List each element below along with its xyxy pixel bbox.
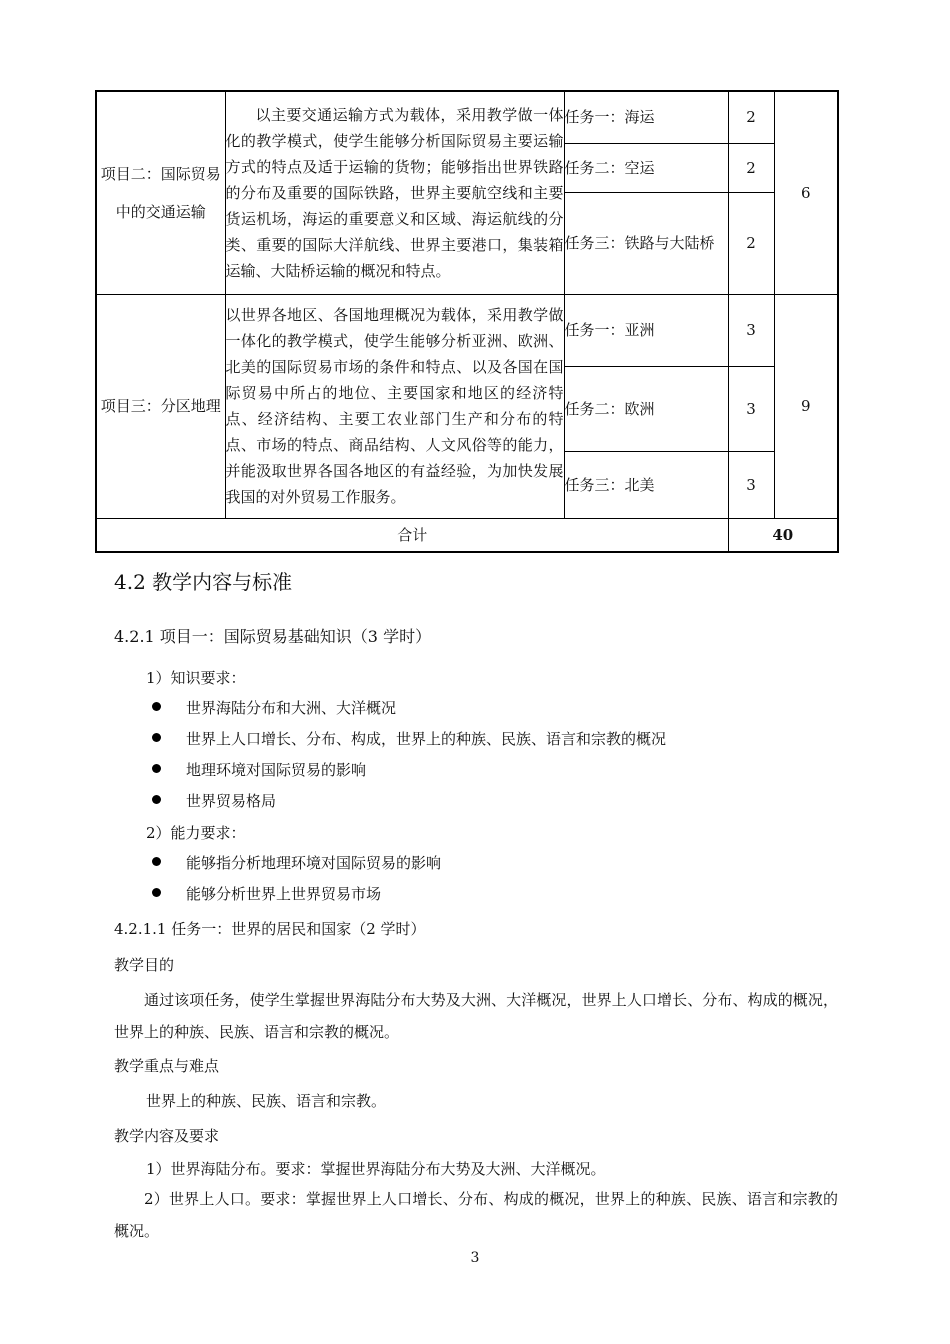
- task-cell: 任务一：海运: [564, 91, 728, 143]
- hours-cell: 2: [728, 192, 774, 294]
- goal-text: 通过该项任务，使学生掌握世界海陆分布大势及大洲、大洋概况，世界上人口增长、分布、构成的概况，世界上的种族、民族、语言和宗教的概况。: [114, 991, 838, 1041]
- bullet-icon: [152, 764, 161, 773]
- goal-label: 教学目的: [114, 956, 175, 974]
- hours-cell: 3: [728, 451, 774, 518]
- project-cell: 项目二：国际贸易中的交通运输: [96, 91, 225, 294]
- list-item: 地理环境对国际贸易的影响: [186, 761, 367, 779]
- section-heading-4-2: 4.2 教学内容与标准: [114, 570, 293, 594]
- subtotal-cell: 6: [774, 91, 838, 294]
- total-label: 合计: [96, 518, 728, 552]
- table-row: [96, 294, 838, 366]
- list-item: 世界贸易格局: [186, 792, 277, 810]
- list-item: 能够分析世界上世界贸易市场: [186, 885, 382, 903]
- subtotal-cell: 9: [774, 294, 838, 518]
- description-cell: 以世界各地区、各国地理概况为载体，采用教学做一体化的教学模式，使学生能够分析亚洲、欧洲、北美的国际贸易市场的条件和特点、以及各国在国际贸易中所占的地位、主要国家和地区的经济特点、经济结构、主要工农业部门生产和分布的特点、市场的特点、商品结构、人文风俗等的能力，并能汲取世界各国各地区的有益经验，为加快发展我国的对外贸易工作服务。: [225, 294, 564, 518]
- key-text: 世界上的种族、民族、语言和宗教。: [146, 1092, 387, 1110]
- table-row: [96, 91, 838, 143]
- list-item: 世界海陆分布和大洲、大洋概况: [186, 699, 397, 717]
- project-cell: 项目三：分区地理: [96, 294, 225, 518]
- content-item-2: 2）世界上人口。要求：掌握世界上人口增长、分布、构成的概况，世界上的种族、民族、语言和宗教的概况。: [114, 1190, 838, 1240]
- bullet-icon: [152, 733, 161, 742]
- description-cell: 以主要交通运输方式为载体，采用教学做一体化的教学模式，使学生能够分析国际贸易主要运输方式的特点及适于运输的货物；能够指出世界铁路的分布及重要的国际铁路，世界主要航空线和主要货运机场，海运的重要意义和区域、海运航线的分类、重要的国际大洋航线、世界主要港口，集装箱运输、大陆桥运输的概况和特点。: [225, 91, 564, 294]
- ability-label: 2）能力要求：: [146, 824, 246, 842]
- task-cell: 任务三：铁路与大陆桥: [564, 192, 728, 294]
- hours-cell: 3: [728, 366, 774, 451]
- task-cell: 任务二：欧洲: [564, 366, 728, 451]
- bullet-icon: [152, 795, 161, 804]
- task-cell: 任务三：北美: [564, 451, 728, 518]
- task-cell: 任务二：空运: [564, 143, 728, 192]
- bullet-icon: [152, 857, 161, 866]
- task-heading: 4.2.1.1 任务一：世界的居民和国家（2 学时）: [114, 920, 426, 938]
- task-cell: 任务一：亚洲: [564, 294, 728, 366]
- hours-cell: 3: [728, 294, 774, 366]
- knowledge-label: 1）知识要求：: [146, 669, 246, 687]
- list-item: 能够指分析地理环境对国际贸易的影响: [186, 854, 442, 872]
- section-heading-4-2-1: 4.2.1 项目一：国际贸易基础知识（3 学时）: [114, 627, 432, 646]
- page-number: 3: [470, 1250, 480, 1266]
- content-label: 教学内容及要求: [114, 1127, 220, 1145]
- content-item-1: 1）世界海陆分布。要求：掌握世界海陆分布大势及大洲、大洋概况。: [146, 1160, 606, 1178]
- table-total-row: [96, 518, 838, 552]
- hours-cell: 2: [728, 91, 774, 143]
- list-item: 世界上人口增长、分布、构成，世界上的种族、民族、语言和宗教的概况: [186, 730, 667, 748]
- total-value: 40: [728, 518, 838, 552]
- bullet-icon: [152, 888, 161, 897]
- bullet-icon: [152, 702, 161, 711]
- course-plan-table: [95, 90, 839, 553]
- hours-cell: 2: [728, 143, 774, 192]
- key-label: 教学重点与难点: [114, 1057, 220, 1075]
